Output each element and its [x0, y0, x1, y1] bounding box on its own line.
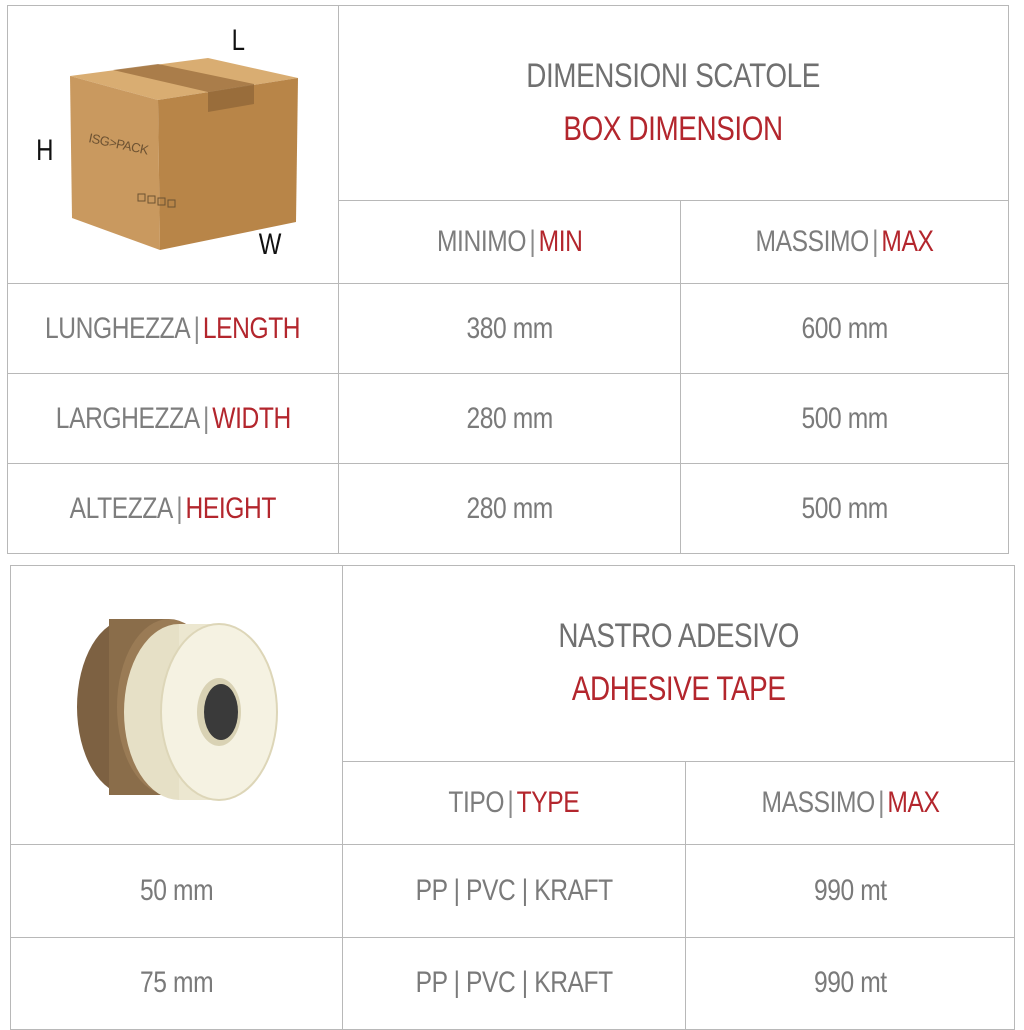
box-image-cell — [8, 6, 339, 284]
tape-type-value: PP | PVC | KRAFT — [343, 845, 686, 937]
box-table-title-cell — [339, 6, 1009, 201]
max-value: 600 mm — [681, 284, 1009, 374]
row-label: ALTEZZA | HEIGHT — [8, 464, 339, 554]
max-column-header: MASSIMO | MAX — [686, 761, 1015, 844]
min-value: 380 mm — [339, 284, 681, 374]
height-dimension-label: H — [36, 134, 54, 167]
tape-title-it: NASTRO ADESIVO — [558, 617, 799, 656]
length-dimension-label: L — [231, 24, 245, 57]
tape-max-value: 990 mt — [686, 845, 1015, 937]
tape-width-value: 50 mm — [11, 845, 343, 937]
table-row — [8, 284, 1009, 374]
max-column-header: MASSIMO | MAX — [681, 201, 1009, 284]
box-title-en: BOX DIMENSION — [563, 110, 784, 148]
table-row — [11, 937, 1015, 1029]
row-label: LUNGHEZZA | LENGTH — [8, 284, 339, 374]
table-row — [8, 464, 1009, 554]
cardboard-box-icon — [58, 54, 308, 254]
max-value: 500 mm — [681, 374, 1009, 464]
adhesive-tape-table — [10, 565, 1015, 1030]
max-value: 500 mm — [681, 464, 1009, 554]
width-dimension-label: W — [258, 228, 282, 261]
tape-title-en: ADHESIVE TAPE — [571, 670, 786, 709]
tape-max-value: 990 mt — [686, 937, 1015, 1029]
min-column-header: MINIMO | MIN — [339, 201, 681, 284]
box-brand-logo: ISG>PACK — [87, 130, 150, 158]
box-title-it: DIMENSIONI SCATOLE — [526, 57, 821, 95]
min-value: 280 mm — [339, 374, 681, 464]
box-dimension-table — [7, 5, 1009, 554]
min-value: 280 mm — [339, 464, 681, 554]
tape-table-title-cell — [343, 566, 1015, 762]
row-label: LARGHEZZA | WIDTH — [8, 374, 339, 464]
tape-image-cell — [11, 566, 343, 845]
tape-rolls-icon — [69, 612, 289, 812]
tape-width-value: 75 mm — [11, 937, 343, 1029]
type-column-header: TIPO | TYPE — [343, 761, 686, 844]
table-row — [8, 374, 1009, 464]
table-row — [11, 845, 1015, 937]
tape-type-value: PP | PVC | KRAFT — [343, 937, 686, 1029]
